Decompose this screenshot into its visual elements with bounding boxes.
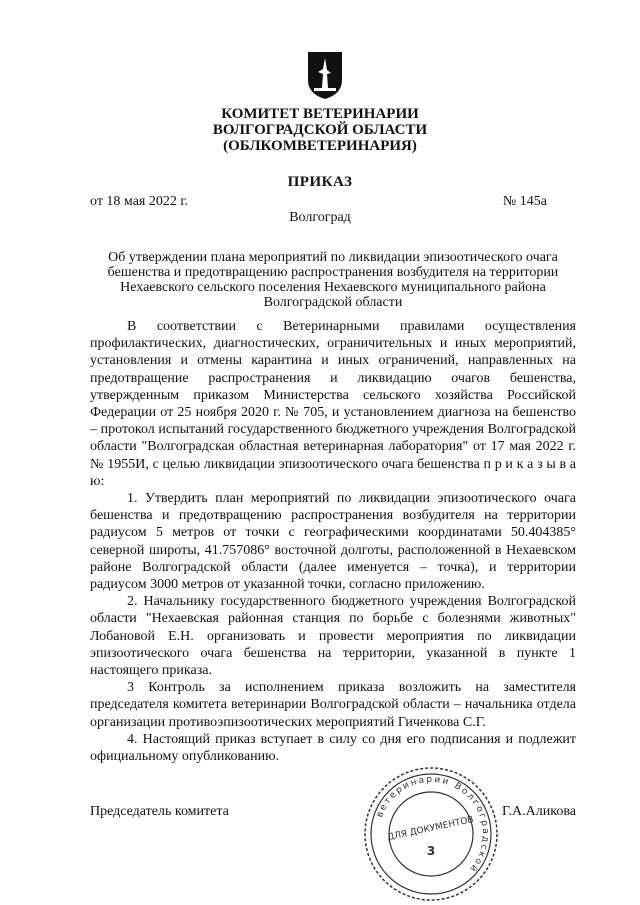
org-name-line-2: ВОЛГОГРАДСКОЙ ОБЛАСТИ [212,122,428,138]
document-type: ПРИКАЗ [287,174,353,190]
preamble-paragraph: В соответствии с Ветеринарными правилами осуществления профилактических, диагностических, ограничительных и иных мероприятий, установления и отмены карантина и иных ограничений, направленных на предотвращение распространения и ликвидацию очагов бешенства, утвержденным приказом Министерства сельского хозяйства Российской Федерации от 25 ноября 2020 г. № 705, и установлением диагноза на бешенство – протокол испытаний государственного бюджетного учреждения Волгоградской области "Волгоградская областная ветеринарная лаборатория" от 17 мая 2022 г. № 1955И, с целью ликвидации эпизоотического очага бешенства п р и к а з ы в а ю: [90,319,576,489]
clause-2: 2. Начальнику государственного бюджетного учреждения Волгоградской области "Нехаевская районная станция по борьбе с болезнями животных" Лобановой Е.Н. организовать и провести мероприятия по ликвидации эпизоотического очага бешенства на территории, указанной в пункте 1 настоящего приказа. [90,594,576,679]
stamp-center-text: ДЛЯ ДОКУМЕНТОВ [386,815,475,844]
org-name-line-1: КОМИТЕТ ВЕТЕРИНАРИИ [221,106,419,122]
coat-of-arms-emblem [305,50,345,100]
stamp-ring-text: ветеринарии Волгоградской [374,774,491,875]
org-name-line-3: (ОБЛКОМВЕТЕРИНАРИЯ) [223,138,417,154]
city: Волгоград [289,210,351,225]
signatory-name: Г.А.Аликова [502,804,576,819]
signatory-title: Председатель комитета [90,804,229,819]
clause-3: 3 Контроль за исполнением приказа возложить на заместителя председателя комитета ветеринарии Волгоградской области – начальника отдела организации противоэпизоотических мероприятий Гиченкова С.Г. [90,680,576,730]
official-stamp [360,765,502,903]
order-date: от 18 мая 2022 г. [90,194,189,209]
order-body [90,318,576,765]
clause-1: 1. Утвердить план мероприятий по ликвидации эпизоотического очага бешенства и предотвращению распространения возбудителя на территории радиусом 5 метров от точки с географическими координатами 50.404385° северной широты, 41.757086° восточной долготы, расположенной в Нехаевском районе Волгоградской области (далее именуется – точка), и территории радиусом 3000 метров от указанной точки, согласно приложению. [90,491,576,593]
document-header [0,106,640,191]
order-subject: Об утверждении плана мероприятий по ликвидации эпизоотического очага бешенства и предотвращению распространения возбудителя на территории Нехаевского сельского поселения Нехаевского муниципального района Волгоградской области [107,250,559,310]
stamp-number: 3 [426,844,436,858]
order-number: № 145а [502,194,547,209]
clause-4: 4. Настоящий приказ вступает в силу со дня его подписания и подлежит официальному опубликованию. [90,731,576,765]
